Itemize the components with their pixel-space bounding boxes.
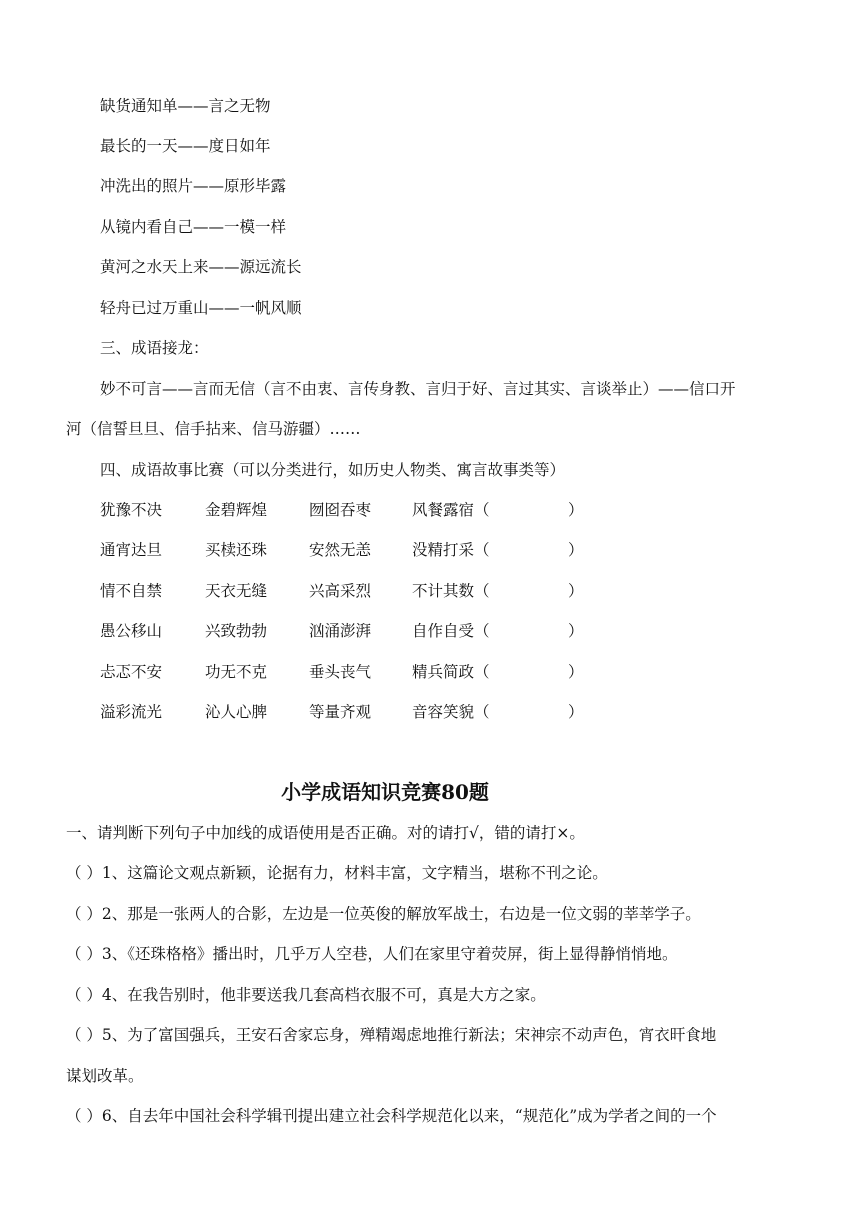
answer-paren: ） [568, 703, 584, 721]
question-5-cont: 谋划改革。 [66, 1067, 144, 1085]
idiom: 汹涌澎湃 [309, 622, 372, 640]
section3-heading: 三、成语接龙： [100, 339, 209, 357]
idiom: 金碧辉煌 [205, 501, 268, 519]
quiz-title: 小学成语知识竞赛80题 [281, 780, 489, 804]
idiom: 精兵简政（ [412, 663, 490, 681]
idiom: 安然无恙 [309, 541, 372, 559]
idiom: 兴致勃勃 [205, 622, 268, 640]
idiom: 风餐露宿（ [412, 501, 490, 519]
idiom: 愚公移山 [100, 622, 163, 640]
idiom: 情不自禁 [100, 582, 163, 600]
question-4: （ ）4、在我告别时，他非要送我几套高档衣服不可，真是大方之家。 [66, 986, 546, 1004]
idiom: 音容笑貌（ [412, 703, 490, 721]
riddle-pair: 缺货通知单——言之无物 [100, 97, 271, 115]
question-2: （ ）2、那是一张两人的合影，左边是一位英俊的解放军战士，右边是一位文弱的莘莘学子。 [66, 905, 701, 923]
answer-paren: ） [568, 501, 584, 519]
idiom: 垂头丧气 [309, 663, 372, 681]
section4-heading: 四、成语故事比赛（可以分类进行，如历史人物类、寓言故事类等） [100, 461, 566, 479]
riddle-pair: 从镜内看自己——一模一样 [100, 218, 287, 236]
quiz-instruction: 一、请判断下列句子中加线的成语使用是否正确。对的请打√，错的请打×。 [66, 824, 585, 842]
idiom: 通宵达旦 [100, 541, 163, 559]
riddle-pair: 最长的一天——度日如年 [100, 137, 271, 155]
question-3: （ ）3、《还珠格格》播出时，几乎万人空巷，人们在家里守着荧屏，街上显得静悄悄地。 [66, 945, 678, 963]
answer-paren: ） [568, 541, 584, 559]
answer-paren: ） [568, 582, 584, 600]
idiom: 犹豫不决 [100, 501, 163, 519]
idiom: 功无不克 [205, 663, 268, 681]
riddle-pair: 黄河之水天上来——源远流长 [100, 258, 302, 276]
riddle-pair: 轻舟已过万重山——一帆风顺 [100, 299, 302, 317]
section3-text-cont: 河（信誓旦旦、信手拈来、信马游疆）…… [66, 420, 361, 438]
question-6: （ ）6、自去年中国社会科学辑刊提出建立社会科学规范化以来，“规范化”成为学者之间的一个 [66, 1107, 717, 1125]
idiom: 囫囵吞枣 [309, 501, 372, 519]
section3-text: 妙不可言——言而无信（言不由衷、言传身教、言归于好、言过其实、言谈举止）——信口开 [100, 380, 736, 398]
riddle-pair: 冲洗出的照片——原形毕露 [100, 177, 287, 195]
idiom: 等量齐观 [309, 703, 372, 721]
idiom: 兴高采烈 [309, 582, 372, 600]
idiom: 沁人心脾 [205, 703, 268, 721]
idiom: 溢彩流光 [100, 703, 163, 721]
question-1: （ ）1、这篇论文观点新颖，论据有力，材料丰富，文字精当，堪称不刊之论。 [66, 864, 608, 882]
idiom: 没精打采（ [412, 541, 490, 559]
idiom: 天衣无缝 [205, 582, 268, 600]
idiom: 不计其数（ [412, 582, 490, 600]
answer-paren: ） [568, 622, 584, 640]
idiom: 自作自受（ [412, 622, 490, 640]
idiom: 买椟还珠 [205, 541, 268, 559]
question-5: （ ）5、为了富国强兵，王安石舍家忘身，殚精竭虑地推行新法；宋神宗不动声色，宵衣旰食地 [66, 1026, 717, 1044]
idiom: 忐忑不安 [100, 663, 163, 681]
answer-paren: ） [568, 663, 584, 681]
